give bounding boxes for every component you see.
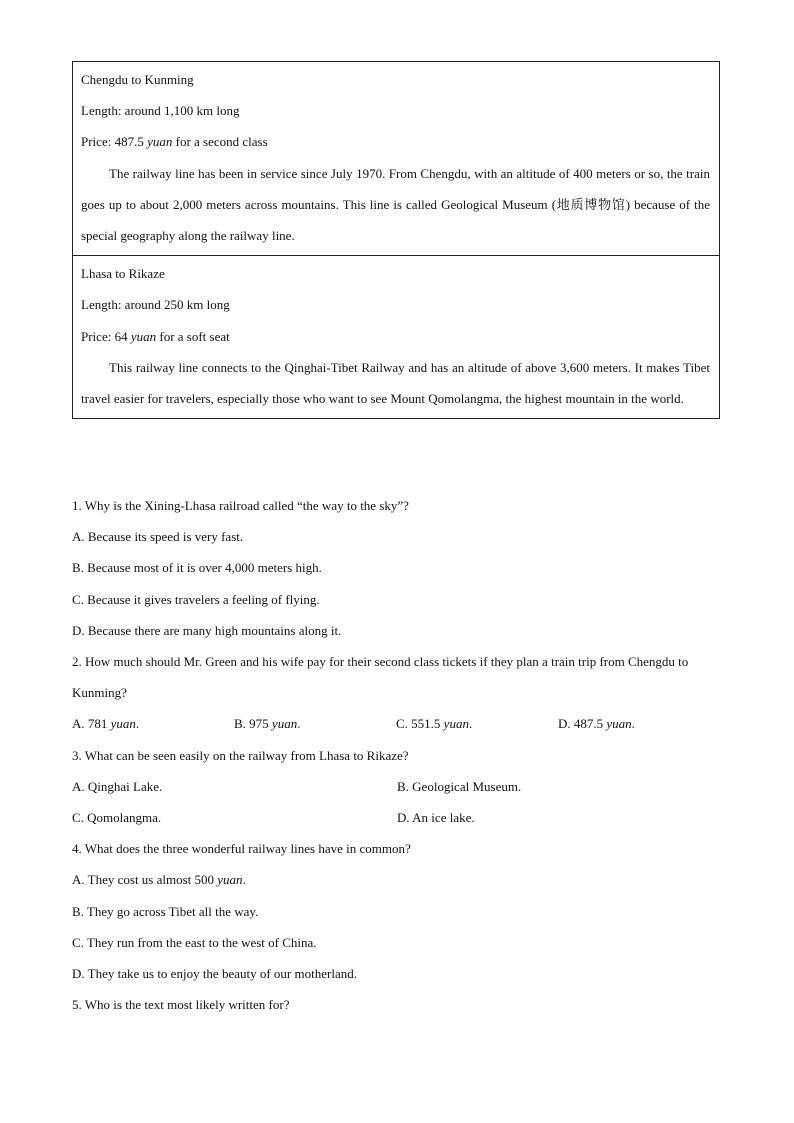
option-3d: D. An ice lake. xyxy=(397,810,475,826)
route-length: Length: around 250 km long xyxy=(81,297,230,313)
option-2a: A. 781 yuan. xyxy=(72,716,140,732)
route-chengdu-kunming xyxy=(73,62,719,255)
route-lhasa-rikaze xyxy=(73,255,719,418)
option-4c: C. They run from the east to the west of China. xyxy=(72,934,317,950)
option-1a: A. Because its speed is very fast. xyxy=(72,529,244,545)
question-3: 3. What can be seen easily on the railway from Lhasa to Rikaze? xyxy=(72,747,409,763)
option-2b: B. 975 yuan. xyxy=(234,716,301,732)
route-length: Length: around 1,100 km long xyxy=(81,103,240,119)
route-price: Price: 64 yuan for a soft seat xyxy=(81,328,230,344)
option-1b: B. Because most of it is over 4,000 meters high. xyxy=(72,560,322,576)
route-price: Price: 487.5 yuan for a second class xyxy=(81,134,268,150)
option-3a: A. Qinghai Lake. xyxy=(72,778,163,794)
route-title: Lhasa to Rikaze xyxy=(81,266,165,282)
option-4b: B. They go across Tibet all the way. xyxy=(72,903,259,919)
question-4: 4. What does the three wonderful railway lines have in common? xyxy=(72,841,411,857)
option-2d: D. 487.5 yuan. xyxy=(558,716,635,732)
option-1c: C. Because it gives travelers a feeling of flying. xyxy=(72,591,320,607)
route-description: This railway line connects to the Qinghai-Tibet Railway and has an altitude of above 3,600 meters. It makes Tibet travel easier for travelers, especially those who want to see Mount Qomolangma, the highest mountain in the world. xyxy=(81,359,710,407)
option-1d: D. Because there are many high mountains along it. xyxy=(72,622,342,638)
options-3 xyxy=(72,771,722,833)
question-5: 5. Who is the text most likely written for? xyxy=(72,997,290,1013)
option-3c: C. Qomolangma. xyxy=(72,810,162,826)
routes-table xyxy=(72,61,720,419)
question-1: 1. Why is the Xining-Lhasa railroad called “the way to the sky”? xyxy=(72,498,409,513)
question-list xyxy=(72,490,722,1020)
route-description: The railway line has been in service since July 1970. From Chengdu, with an altitude of 400 meters or so, the train goes up to about 2,000 meters across mountains. This line is called Geological Museum (地质博物馆) because of the special geography along the railway line. xyxy=(81,165,710,244)
options-2 xyxy=(72,708,722,739)
question-2: 2. How much should Mr. Green and his wife pay for their second class tickets if they plan a train trip from Chengdu to Kunming? xyxy=(72,654,689,701)
option-2c: C. 551.5 yuan. xyxy=(396,716,473,732)
route-title: Chengdu to Kunming xyxy=(81,72,194,87)
option-4d: D. They take us to enjoy the beauty of our motherland. xyxy=(72,966,357,982)
option-4a: A. They cost us almost 500 yuan. xyxy=(72,872,246,888)
option-3b: B. Geological Museum. xyxy=(397,778,522,794)
